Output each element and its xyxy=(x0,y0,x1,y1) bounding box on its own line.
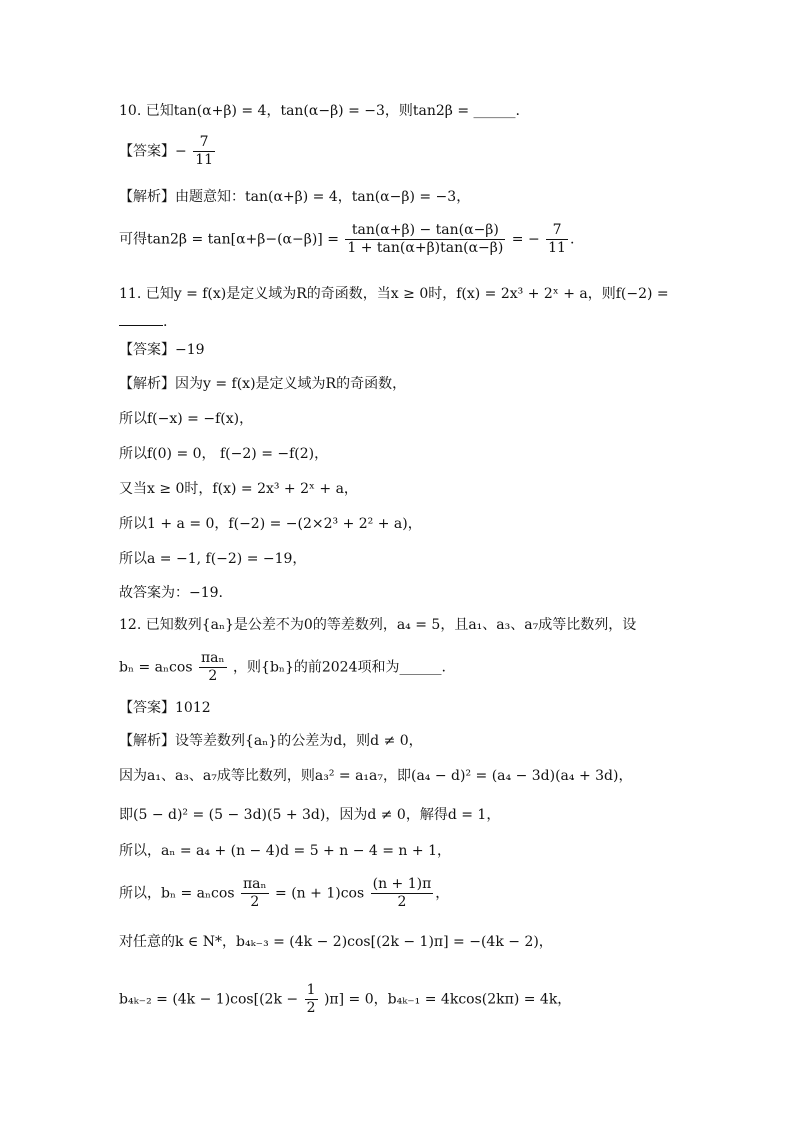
result-fraction xyxy=(546,222,568,257)
fraction-numerator: 7 xyxy=(546,222,568,240)
fraction-numerator: (n + 1)π xyxy=(372,876,432,892)
fraction-numerator: πaₙ xyxy=(242,876,267,892)
q12-answer: 【答案】1012 xyxy=(119,700,211,716)
analysis-end: . xyxy=(569,231,575,248)
q10-analysis-line-2 xyxy=(119,222,574,257)
q11-answer: 【答案】−19 xyxy=(119,342,205,358)
analysis-pre: 可得tan2β = tan[α+β−(α−β)] = xyxy=(119,231,339,248)
q10-answer xyxy=(119,134,217,169)
q11-question: 11. 已知y = f(x)是定义域为R的奇函数，当x ≥ 0时，f(x) = 2x³ + 2ˣ + a，则f(−2) = xyxy=(119,286,669,302)
answer-label: 【答案】 xyxy=(119,143,175,160)
line7-post: )π] = 0，b₄ₖ₋₁ = 4kcos(2kπ) = 4k， xyxy=(323,991,572,1008)
q12-analysis-line-7 xyxy=(119,982,571,1017)
answer-fraction xyxy=(193,134,215,169)
q12-analysis-line-2: 因为a₁、a₃、a₇成等比数列，则a₃² = a₁a₇，即(a₄ − d)² = (a₄ − 3d)(a₄ + 3d)， xyxy=(119,768,633,784)
answer-blank xyxy=(119,324,163,326)
q11-analysis-line-3: 所以f(0) = 0， f(−2) = −f(2)， xyxy=(119,446,329,462)
question-fraction xyxy=(199,650,227,685)
analysis-fraction xyxy=(345,222,505,257)
fraction-denominator: 2 xyxy=(250,894,260,910)
q11-analysis-line-6: 所以a = −1, f(−2) = −19， xyxy=(119,551,307,567)
q11-question-end: . xyxy=(163,314,168,330)
q11-question-blank xyxy=(119,312,167,332)
q12-analysis-line-4: 所以，aₙ = a₄ + (n − 4)d = 5 + n − 4 = n + 1， xyxy=(119,843,451,859)
question-post: ，则{bₙ}的前2024项和为______. xyxy=(233,659,446,676)
line5-pre: 所以，bₙ = aₙcos xyxy=(119,885,235,902)
q10-analysis-line-1: 【解析】由题意知：tan(α+β) = 4，tan(α−β) = −3， xyxy=(119,189,471,205)
fraction-numerator: tan(α+β) − tan(α−β) xyxy=(345,222,505,240)
fraction-denominator: 2 xyxy=(306,1000,316,1016)
q10-question: 10. 已知tan(α+β) = 4，tan(α−β) = −3，则tan2β = ______. xyxy=(119,103,520,119)
fraction-denominator: 2 xyxy=(208,668,218,684)
fraction-numerator: 7 xyxy=(193,134,215,152)
q12-question-line-2 xyxy=(119,650,446,685)
q11-analysis-line-5: 所以1 + a = 0，f(−2) = −(2×2³ + 2² + a)， xyxy=(119,516,422,532)
fraction-numerator: πaₙ xyxy=(200,650,225,666)
fraction-denominator: 11 xyxy=(548,240,566,256)
fraction-numerator: 1 xyxy=(306,982,316,998)
q12-analysis-line-1: 【解析】设等差数列{aₙ}的公差为d，则d ≠ 0， xyxy=(119,733,423,749)
line5-end: ， xyxy=(435,885,450,902)
q11-analysis-line-2: 所以f(−x) = −f(x)， xyxy=(119,411,254,427)
line7-pre: b₄ₖ₋₂ = (4k − 1)cos[(2k − xyxy=(119,991,299,1008)
q11-analysis-line-1: 【解析】因为y = f(x)是定义域为R的奇函数， xyxy=(119,376,407,392)
question-pre: bₙ = aₙcos xyxy=(119,659,193,676)
fraction-denominator: 11 xyxy=(195,152,214,168)
line5-fraction-2 xyxy=(371,876,434,911)
line5-fraction-1 xyxy=(241,876,269,911)
q12-analysis-line-5 xyxy=(119,876,449,911)
answer-sign: − xyxy=(175,143,187,160)
q12-question-line-1: 12. 已知数列{aₙ}是公差不为0的等差数列，a₄ = 5，且a₁、a₃、a₇成等比数列，设 xyxy=(119,617,637,633)
analysis-equals: = − xyxy=(511,231,540,248)
q12-analysis-line-6: 对任意的k ∈ N*，b₄ₖ₋₃ = (4k − 2)cos[(2k − 1)π] = −(4k − 2)， xyxy=(119,934,553,950)
fraction-denominator: 1 + tan(α+β)tan(α−β) xyxy=(347,240,504,256)
fraction-denominator: 2 xyxy=(397,894,407,910)
q11-analysis-line-7: 故答案为：−19. xyxy=(119,585,223,601)
line5-mid: = (n + 1)cos xyxy=(275,885,365,902)
line7-fraction xyxy=(305,982,318,1017)
q11-analysis-line-4: 又当x ≥ 0时，f(x) = 2x³ + 2ˣ + a， xyxy=(119,481,358,497)
q12-analysis-line-3: 即(5 − d)² = (5 − 3d)(5 + 3d)，因为d ≠ 0，解得d = 1， xyxy=(119,807,501,823)
